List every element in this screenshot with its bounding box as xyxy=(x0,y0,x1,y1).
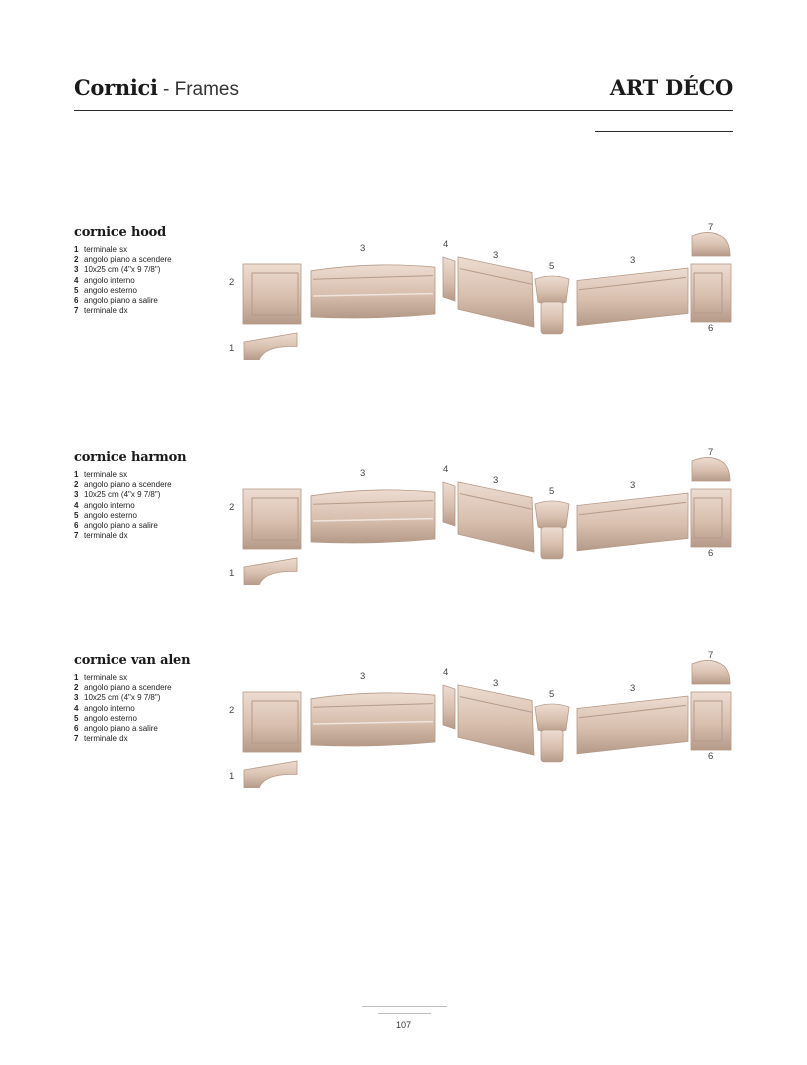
legend-item: 5 angolo esterno xyxy=(74,285,137,295)
callout-1: 1 xyxy=(229,568,235,579)
callout-3: 3 xyxy=(630,683,636,694)
legend-item: 4 angolo interno xyxy=(74,275,135,285)
piece-cornice-3b xyxy=(456,681,536,763)
callout-6: 6 xyxy=(708,323,714,334)
header-rule xyxy=(74,110,733,111)
legend-item: 6 angolo piano a salire xyxy=(74,521,158,531)
callout-7: 7 xyxy=(708,222,714,233)
callout-3: 3 xyxy=(360,468,366,479)
footer-rule-short xyxy=(378,1013,431,1014)
legend-item: 7 terminale dx xyxy=(74,734,128,744)
section-title: cornice harmon xyxy=(74,450,187,465)
legend-item: 4 angolo interno xyxy=(74,500,135,510)
callout-3: 3 xyxy=(493,678,499,689)
callout-2: 2 xyxy=(229,502,235,513)
legend-item: 4 angolo interno xyxy=(74,703,135,713)
piece-angolo-esterno xyxy=(533,275,571,339)
piece-angolo-interno xyxy=(441,255,457,307)
page-title xyxy=(74,75,239,101)
legend-item: 7 terminale dx xyxy=(74,306,128,316)
piece-cornice-3c xyxy=(575,693,690,759)
piece-cornice-3a xyxy=(309,688,437,752)
piece-angolo-interno xyxy=(441,480,457,532)
section-cornice-hood xyxy=(0,222,807,405)
callout-3: 3 xyxy=(493,475,499,486)
callout-5: 5 xyxy=(549,486,555,497)
piece-cornice-3c xyxy=(575,265,690,331)
piece-cornice-3b xyxy=(456,478,536,560)
callout-2: 2 xyxy=(229,277,235,288)
callout-7: 7 xyxy=(708,650,714,661)
callout-1: 1 xyxy=(229,771,235,782)
callout-4: 4 xyxy=(443,239,449,250)
piece-terminale-sx xyxy=(242,330,299,364)
piece-angolo-scendere xyxy=(242,691,302,757)
legend-item: 1 terminale sx xyxy=(74,673,128,682)
piece-terminale-sx xyxy=(242,758,299,792)
piece-angolo-salire xyxy=(690,263,732,327)
callout-7: 7 xyxy=(708,447,714,458)
legend-item: 2 angolo piano a scendere xyxy=(74,683,172,693)
section-cornice-harmon xyxy=(0,447,807,630)
legend-item: 7 terminale dx xyxy=(74,531,128,541)
piece-angolo-salire xyxy=(690,691,732,755)
callout-4: 4 xyxy=(443,464,449,475)
piece-terminale-dx xyxy=(690,455,732,487)
legend-item: 2 angolo piano a scendere xyxy=(74,255,172,265)
callout-1: 1 xyxy=(229,343,235,354)
callout-3: 3 xyxy=(630,480,636,491)
header-short-rule xyxy=(595,131,733,132)
callout-3: 3 xyxy=(360,671,366,682)
piece-angolo-scendere xyxy=(242,263,302,329)
piece-angolo-scendere xyxy=(242,488,302,554)
legend-item: 6 angolo piano a salire xyxy=(74,724,158,734)
title-cornici: Cornici xyxy=(74,75,158,100)
legend-item: 5 angolo esterno xyxy=(74,713,137,723)
callout-3: 3 xyxy=(493,250,499,261)
section-title: cornice hood xyxy=(74,225,167,240)
callout-2: 2 xyxy=(229,705,235,716)
piece-angolo-salire xyxy=(690,488,732,552)
legend-item: 3 10x25 cm (4"x 9 7/8") xyxy=(74,490,161,500)
piece-cornice-3a xyxy=(309,260,437,324)
piece-cornice-3c xyxy=(575,490,690,556)
piece-angolo-esterno xyxy=(533,500,571,564)
callout-3: 3 xyxy=(630,255,636,266)
callout-5: 5 xyxy=(549,689,555,700)
legend-item: 1 terminale sx xyxy=(74,470,128,479)
legend-item: 3 10x25 cm (4"x 9 7/8") xyxy=(74,693,161,703)
section-title: cornice van alen xyxy=(74,653,191,668)
section-cornice-van-alen xyxy=(0,650,807,833)
callout-6: 6 xyxy=(708,548,714,559)
callout-3: 3 xyxy=(360,243,366,254)
callout-4: 4 xyxy=(443,667,449,678)
piece-terminale-sx xyxy=(242,555,299,589)
legend-list xyxy=(74,673,172,744)
piece-terminale-dx xyxy=(690,658,732,690)
piece-angolo-esterno xyxy=(533,703,571,767)
legend-list xyxy=(74,470,172,541)
footer-rule xyxy=(362,1006,447,1007)
title-frames: - Frames xyxy=(157,79,239,100)
legend-item: 2 angolo piano a scendere xyxy=(74,480,172,490)
callout-5: 5 xyxy=(549,261,555,272)
piece-angolo-interno xyxy=(441,683,457,735)
legend-item: 3 10x25 cm (4"x 9 7/8") xyxy=(74,265,161,275)
legend-item: 5 angolo esterno xyxy=(74,510,137,520)
piece-cornice-3a xyxy=(309,485,437,549)
legend-item: 1 terminale sx xyxy=(74,245,128,254)
legend-list xyxy=(74,245,172,316)
piece-cornice-3b xyxy=(456,253,536,335)
piece-terminale-dx xyxy=(690,230,732,262)
collection-name: ART DÉCO xyxy=(609,75,733,100)
legend-item: 6 angolo piano a salire xyxy=(74,296,158,306)
callout-6: 6 xyxy=(708,751,714,762)
page-number: 107 xyxy=(395,1020,412,1030)
